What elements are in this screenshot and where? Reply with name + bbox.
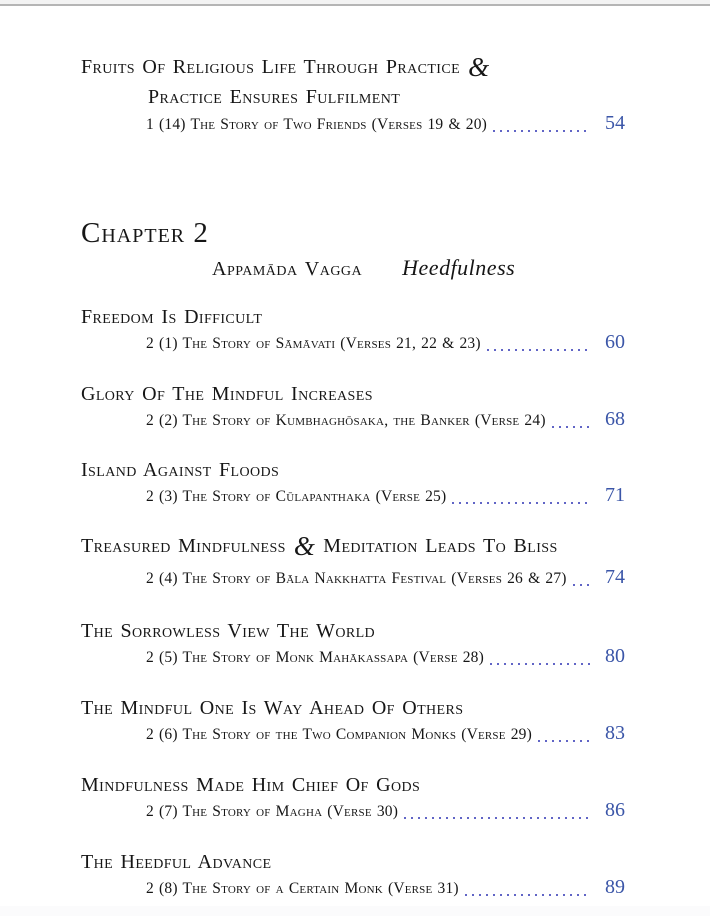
page-number: 89 (605, 876, 625, 898)
dotted-leader (552, 426, 591, 428)
toc-item-text: 2 (5) The Story of Monk Mahākassapa (Verse 28) (146, 649, 484, 666)
entry-title: Glory Of The Mindful Increases (81, 383, 373, 405)
entry-title: Mindfulness Made Him Chief Of Gods (81, 774, 421, 796)
page-number: 74 (605, 566, 625, 588)
toc-link-row[interactable] (146, 484, 625, 508)
entry-title (81, 52, 625, 82)
entry-title: Freedom Is Difficult (81, 306, 263, 328)
toc-entry (81, 617, 625, 669)
page-number: 54 (605, 112, 625, 134)
entry-title-right: Meditation Leads To Bliss (323, 535, 558, 557)
vagga-pali-name: Appamāda Vagga (212, 258, 363, 280)
toc-link-row[interactable] (146, 112, 625, 136)
toc-item-text: 2 (8) The Story of a Certain Monk (Verse 31) (146, 880, 459, 897)
page-bottom-edge (0, 906, 710, 916)
toc-link-row[interactable] (146, 645, 625, 669)
chapter-heading: Chapter 2 (81, 217, 209, 249)
entry-title (81, 532, 625, 560)
page-number: 60 (605, 331, 625, 353)
dotted-leader (487, 349, 591, 351)
swash-ampersand: & (468, 52, 490, 82)
toc-link-row[interactable] (146, 331, 625, 355)
toc-entry (81, 456, 625, 508)
toc-entry (81, 771, 625, 823)
toc-entry-intro (81, 52, 625, 136)
dotted-leader (573, 584, 591, 586)
toc-entry (81, 848, 625, 900)
toc-item-text: 2 (4) The Story of Bāla Nakkhatta Festival (Verses 26 & 27) (146, 570, 567, 587)
toc-link-row[interactable] (146, 799, 625, 823)
dotted-leader (490, 663, 591, 665)
toc-entry (81, 303, 625, 355)
dotted-leader (465, 894, 591, 896)
entry-title: The Mindful One Is Way Ahead Of Others (81, 697, 464, 719)
entry-title-text: Fruits Of Religious Life Through Practice (81, 56, 461, 78)
toc-link-row[interactable] (146, 722, 625, 746)
entry-title: The Heedful Advance (81, 851, 272, 873)
entry-title-left: Treasured Mindfulness (81, 535, 286, 557)
entry-title-line2: Practice Ensures Fulfilment (148, 86, 401, 108)
dotted-leader (538, 740, 591, 742)
entry-title: The Sorrowless View The World (81, 620, 376, 642)
page-number: 86 (605, 799, 625, 821)
page-number: 83 (605, 722, 625, 744)
toc-link-row[interactable] (146, 408, 625, 432)
toc-link-row[interactable] (146, 876, 625, 900)
page-number: 68 (605, 408, 625, 430)
vagga-translation: Heedfulness (402, 255, 516, 280)
chapter-header (81, 210, 625, 285)
toc-entry (81, 532, 625, 590)
entry-title: Island Against Floods (81, 459, 280, 481)
toc-item-text: 2 (1) The Story of Sāmāvati (Verses 21, 22 & 23) (146, 335, 481, 352)
toc-item-text: 2 (2) The Story of Kumbhaghōsaka, the Banker (Verse 24) (146, 412, 546, 429)
dotted-leader (404, 817, 591, 819)
toc-item-text: 2 (6) The Story of the Two Companion Monks (Verse 29) (146, 726, 532, 743)
toc-item-text: 1 (14) The Story of Two Friends (Verses 19 & 20) (146, 116, 488, 133)
dotted-leader (493, 130, 591, 132)
page-number: 80 (605, 645, 625, 667)
toc-entry (81, 380, 625, 432)
dotted-leader (452, 502, 591, 504)
swash-ampersand: & (293, 531, 316, 561)
toc-item-text: 2 (7) The Story of Magha (Verse 30) (146, 803, 399, 820)
toc-entry (81, 694, 625, 746)
toc-link-row[interactable] (146, 566, 625, 590)
page-number: 71 (605, 484, 625, 506)
toc-item-text: 2 (3) The Story of Cūlapanthaka (Verse 25) (146, 488, 447, 505)
chapter-subtitle (212, 254, 625, 285)
